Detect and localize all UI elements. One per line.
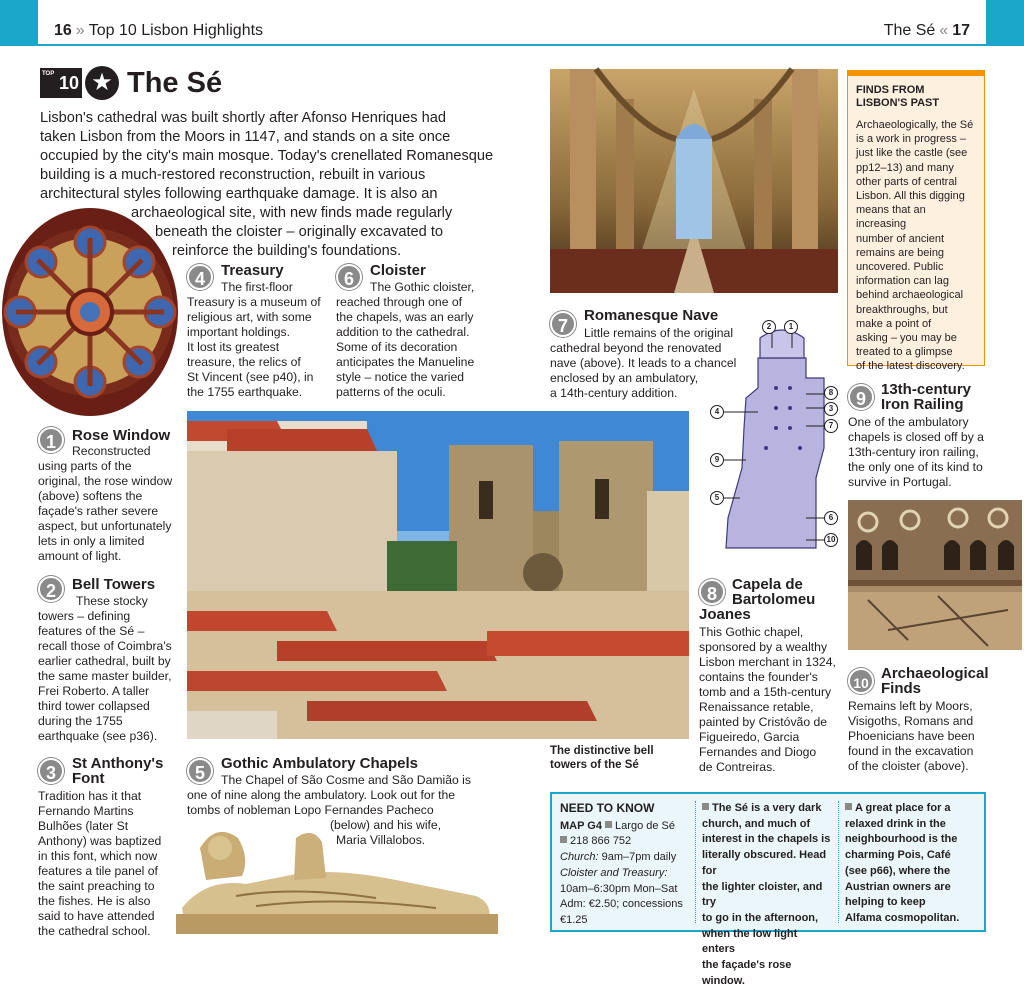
section-line: The first-floor	[221, 280, 293, 294]
ntk-tip-line: the façade's rose window.	[701, 959, 792, 987]
section-line: important holdings.	[187, 325, 290, 339]
section-line: St Vincent (see p40), in	[187, 370, 314, 384]
plan-label: 10	[824, 533, 838, 547]
plan-label: 9	[710, 453, 724, 467]
bullet-icon	[845, 803, 852, 810]
section-line: Phoenicians have been	[848, 729, 975, 743]
section-line: one of nine along the ambulatory. Look out for the	[187, 788, 456, 802]
ntk-cloister-label-text: Cloister and Treasury:	[560, 866, 668, 879]
section-line: features a tile panel of	[38, 864, 158, 878]
section-line: a 14th-century addition.	[550, 386, 678, 400]
header-right	[884, 22, 970, 40]
rose-window-image	[2, 208, 178, 416]
left-page-number: 16	[54, 22, 72, 39]
ntk-tip-line: relaxed drink in the	[844, 817, 946, 830]
right-separator: «	[939, 22, 949, 39]
header-rule	[38, 44, 986, 46]
ntk-tip-line: the lighter cloister, and try	[701, 880, 823, 909]
plan-label: 2	[762, 320, 776, 334]
page-header	[0, 0, 1024, 46]
section-line: nave (above). It leads to a chancel	[550, 356, 737, 370]
section-line: amount of light.	[38, 549, 122, 563]
section-line: Visigoths, Romans and	[848, 714, 974, 728]
floor-plan-diagram	[706, 318, 842, 552]
ntk-tip-line: to go in the afternoon,	[701, 911, 819, 924]
section-line: Bulhões (later St	[38, 819, 129, 833]
section-line: Maria Villalobos.	[336, 833, 426, 847]
need-to-know-info	[560, 801, 695, 926]
section-line: (above) softens the	[38, 489, 143, 503]
ntk-cloister-label	[560, 866, 689, 882]
section-line: This Gothic chapel,	[699, 625, 804, 639]
ntk-phone-line	[560, 834, 689, 850]
ntk-tip-line: literally obscured. Head for	[701, 849, 827, 877]
romanesque-nave-photo	[550, 69, 838, 293]
top10-badge	[40, 68, 82, 98]
section-number: 9	[848, 384, 874, 410]
section-line: enclosed by an ambulatory,	[550, 371, 699, 385]
archaeological-finds-photo	[848, 500, 1022, 650]
section-number: 2	[38, 576, 64, 602]
ntk-tip-text: A great place for a	[854, 802, 951, 814]
finds-title-line: LISBON'S PAST	[856, 97, 940, 109]
ntk-tip-line	[845, 801, 970, 817]
finds-title-line: FINDS FROM	[856, 84, 925, 96]
star-icon: ★	[85, 66, 119, 100]
section-title: Joanes	[699, 606, 751, 623]
ntk-tip-line: when the low light enters	[701, 927, 798, 956]
section-line: aspect, but unfortunately	[38, 519, 172, 533]
plan-label: 8	[824, 386, 838, 400]
section-line: Tradition has it that	[38, 789, 142, 803]
section-line: Lisbon merchant in 1324,	[699, 655, 836, 669]
finds-line: means that an increasing	[856, 204, 926, 231]
section-line: reached through one of	[336, 295, 463, 309]
section-line: the 1755 earthquake.	[187, 385, 303, 399]
need-to-know-tip-2	[838, 801, 976, 923]
section-line: the cathedral school.	[38, 924, 151, 938]
finds-from-lisbons-past-box	[847, 70, 985, 373]
bell-towers-photo	[187, 411, 689, 739]
bullet-icon	[560, 836, 567, 843]
section-line: style – notice the varied	[336, 370, 465, 384]
section-line: found in the excavation	[848, 744, 974, 758]
section-line: tombs of nobleman Lopo Fernandes Pacheco	[187, 803, 434, 817]
section-number: 1	[38, 427, 64, 453]
section-line: Treasury is a museum of	[187, 295, 321, 309]
plan-label: 6	[824, 511, 838, 525]
section-line: Remains left by Moors,	[848, 699, 973, 713]
finds-line: other parts of central	[856, 175, 957, 188]
section-title: Treasury	[221, 262, 284, 279]
section-number: 6	[336, 264, 362, 290]
intro-line: Lisbon's cathedral was built shortly after Afonso Henriques had	[40, 110, 446, 126]
finds-line: number of ancient	[856, 232, 945, 245]
ntk-cloister-hours: 10am–6:30pm Mon–Sat	[560, 882, 678, 895]
section-line: of the cloister (above).	[848, 759, 969, 773]
section-line: contains the founder's	[699, 670, 818, 684]
section-title: St Anthony's	[72, 755, 164, 772]
left-separator: »	[75, 22, 85, 39]
ntk-tip-line: interest in the chapels is	[701, 833, 831, 846]
ntk-tip-line: charming Pois, Café	[844, 849, 951, 862]
section-line: original, the rose window	[38, 474, 173, 488]
section-line: sponsored by a wealthy	[699, 640, 828, 654]
ntk-church-hours: 9am–7pm daily	[601, 851, 677, 864]
need-to-know-box	[550, 792, 986, 987]
section-number: 8	[699, 579, 725, 605]
photo-caption	[550, 744, 680, 772]
ntk-tip-line: helping to keep	[844, 896, 926, 909]
ntk-tip-line: Austrian owners are	[844, 880, 951, 893]
intro-line: occupied by the city's main mosque. Today's crenellated Romanesque	[40, 148, 494, 164]
need-to-know-tip-1	[695, 801, 838, 987]
ntk-tip-line: neighbourhood is the	[844, 833, 958, 846]
section-line: Figueiredo, Garcia	[699, 730, 800, 744]
plan-label: 7	[824, 419, 838, 433]
section-title: Romanesque Nave	[584, 307, 719, 324]
section-line: recall those of Coimbra's	[38, 639, 172, 653]
intro-line: beneath the cloister – originally excavated to	[155, 224, 443, 240]
top10-badge-small: TOP	[42, 71, 55, 77]
caption-line: The distinctive bell	[550, 745, 654, 757]
section-title: Iron Railing	[881, 396, 964, 413]
section-line: Frei Roberto. A taller	[38, 684, 150, 698]
section-line: tomb and a 15th-century	[699, 685, 832, 699]
section-line: 13th-century iron railing,	[848, 445, 979, 459]
ntk-tip-line: (see p66), where the	[844, 864, 951, 877]
section-number: 3	[38, 758, 64, 784]
section-line: the saint preaching to	[38, 879, 155, 893]
ntk-tip-text: The Sé is a very dark	[711, 802, 822, 814]
finds-line: just like the castle (see	[856, 147, 968, 160]
intro-line: taken Lisbon from the Moors in 1147, and stands on a site once	[40, 129, 451, 145]
section-line: using parts of the	[38, 459, 132, 473]
left-running-title: Top 10 Lisbon Highlights	[88, 22, 264, 39]
section-title: Bell Towers	[72, 576, 156, 593]
section-line: during the 1755	[38, 714, 123, 728]
section-line: treasure, the relics of	[187, 355, 301, 369]
ntk-address: Largo de Sé	[615, 819, 675, 832]
ntk-phone: 218 866 752	[570, 835, 632, 848]
intro-line: architectural styles following earthquake damage. It is also an	[40, 186, 438, 202]
section-title: Cloister	[370, 262, 426, 279]
section-line: the fishes. He is also	[38, 894, 151, 908]
section-title: Font	[72, 770, 105, 787]
plan-label: 1	[784, 320, 798, 334]
bullet-icon	[605, 821, 612, 828]
section-line: third tower collapsed	[38, 699, 150, 713]
section-line: earlier cathedral, built by	[38, 654, 171, 668]
finds-line: behind archaeological	[856, 289, 964, 302]
section-line: cathedral beyond the renovated	[550, 341, 722, 355]
finds-line: breakthroughs, but	[856, 303, 948, 316]
plan-label: 5	[710, 491, 724, 505]
section-line: patterns of the oculi.	[336, 385, 446, 399]
section-line: The Chapel of São Cosme and São Damião is	[221, 773, 471, 787]
section-number: 10	[848, 668, 874, 694]
finds-line: remains are being	[856, 246, 945, 259]
section-number: 7	[550, 311, 576, 337]
finds-line: asking – you may be	[856, 332, 957, 345]
bullet-icon	[702, 803, 709, 810]
section-title: Finds	[881, 680, 921, 697]
ntk-map-line	[560, 819, 689, 835]
ntk-church-label: Church:	[560, 851, 599, 864]
ntk-tip-line: Alfama cosmopolitan.	[844, 911, 960, 924]
section-line: the chapels, was an early	[336, 310, 474, 324]
section-line: lets in only a limited	[38, 534, 145, 548]
section-line: religious art, with some	[187, 310, 312, 324]
finds-line: information can lag	[856, 275, 949, 288]
section-line: the only one of its kind to	[848, 460, 983, 474]
ntk-admission: Adm: €2.50; concessions	[560, 898, 683, 911]
intro-line: archaeological site, with new finds made regularly	[131, 205, 453, 221]
finds-line: Lisbon. All this digging	[856, 190, 965, 203]
section-line: Anthony) was baptized	[38, 834, 162, 848]
right-running-title: The Sé	[883, 22, 936, 39]
plan-label: 4	[710, 405, 724, 419]
section-line: It lost its greatest	[187, 340, 280, 354]
section-number: 5	[187, 758, 213, 784]
section-line: Fernando Martins	[38, 804, 134, 818]
section-line: Little remains of the original	[584, 326, 734, 340]
section-line: chapels is closed off by a	[848, 430, 984, 444]
section-line: façade's rather severe	[38, 504, 159, 518]
section-title: Capela de	[732, 576, 803, 593]
finds-line: treated to a glimpse	[856, 346, 953, 359]
section-title: Gothic Ambulatory Chapels	[221, 755, 418, 772]
header-right-bar	[986, 0, 1024, 46]
section-line: in this font, which now	[38, 849, 158, 863]
finds-line: uncovered. Public	[856, 261, 944, 274]
section-line: Some of its decoration	[336, 340, 458, 354]
section-title: Rose Window	[72, 427, 171, 444]
section-line: survive in Portugal.	[848, 475, 952, 489]
section-line: anticipates the Manueline	[336, 355, 475, 369]
section-line: towers – defining	[38, 609, 131, 623]
page-title-block	[40, 66, 222, 100]
section-title: 13th-century	[881, 381, 972, 398]
ntk-church-line	[560, 850, 689, 866]
section-line: (below) and his wife,	[330, 818, 442, 832]
section-line: earthquake (see p36).	[38, 729, 158, 743]
ntk-map: MAP G4	[560, 819, 602, 832]
finds-line: make a point of	[856, 317, 932, 330]
finds-line: Archaeologically, the Sé	[856, 119, 974, 131]
section-line: Renaissance retable,	[699, 700, 814, 714]
finds-line: pp12–13) and many	[856, 161, 954, 174]
header-left	[54, 22, 263, 40]
page-title: The Sé	[127, 66, 223, 99]
section-line: features of the Sé –	[38, 624, 145, 638]
section-line: addition to the cathedral.	[336, 325, 470, 339]
section-line: de Contreiras.	[699, 760, 776, 774]
section-line: One of the ambulatory	[848, 415, 969, 429]
top10-badge-number: 10	[58, 73, 79, 93]
plan-label: 3	[824, 402, 838, 416]
intro-line: reinforce the building's foundations.	[172, 243, 402, 259]
section-number: 4	[187, 264, 213, 290]
section-line: painted by Cristóvão de	[699, 715, 828, 729]
finds-line: of the latest discovery.	[856, 360, 965, 373]
need-to-know-title: NEED TO KNOW	[560, 801, 655, 815]
section-line: These stocky	[76, 594, 148, 608]
finds-line: is a work in progress –	[856, 133, 967, 146]
section-line: said to have attended	[38, 909, 155, 923]
section-line: The Gothic cloister,	[370, 280, 475, 294]
section-line: Fernandes and Diogo	[699, 745, 817, 759]
finds-title	[856, 84, 976, 110]
ntk-admission-concession: €1.25	[560, 913, 588, 926]
ntk-tip-line: church, and much of	[701, 817, 811, 830]
section-line: the same master builder,	[38, 669, 172, 683]
caption-line: towers of the Sé	[550, 759, 639, 771]
section-title: Bartolomeu	[732, 591, 816, 608]
ntk-tip-line	[702, 801, 832, 817]
intro-line: building is a much-restored reconstruction, rebuilt in various	[40, 167, 426, 183]
right-page-number: 17	[952, 22, 970, 39]
section-line: Reconstructed	[72, 444, 151, 458]
header-left-bar	[0, 0, 38, 46]
section-title: Archaeological	[881, 665, 989, 682]
